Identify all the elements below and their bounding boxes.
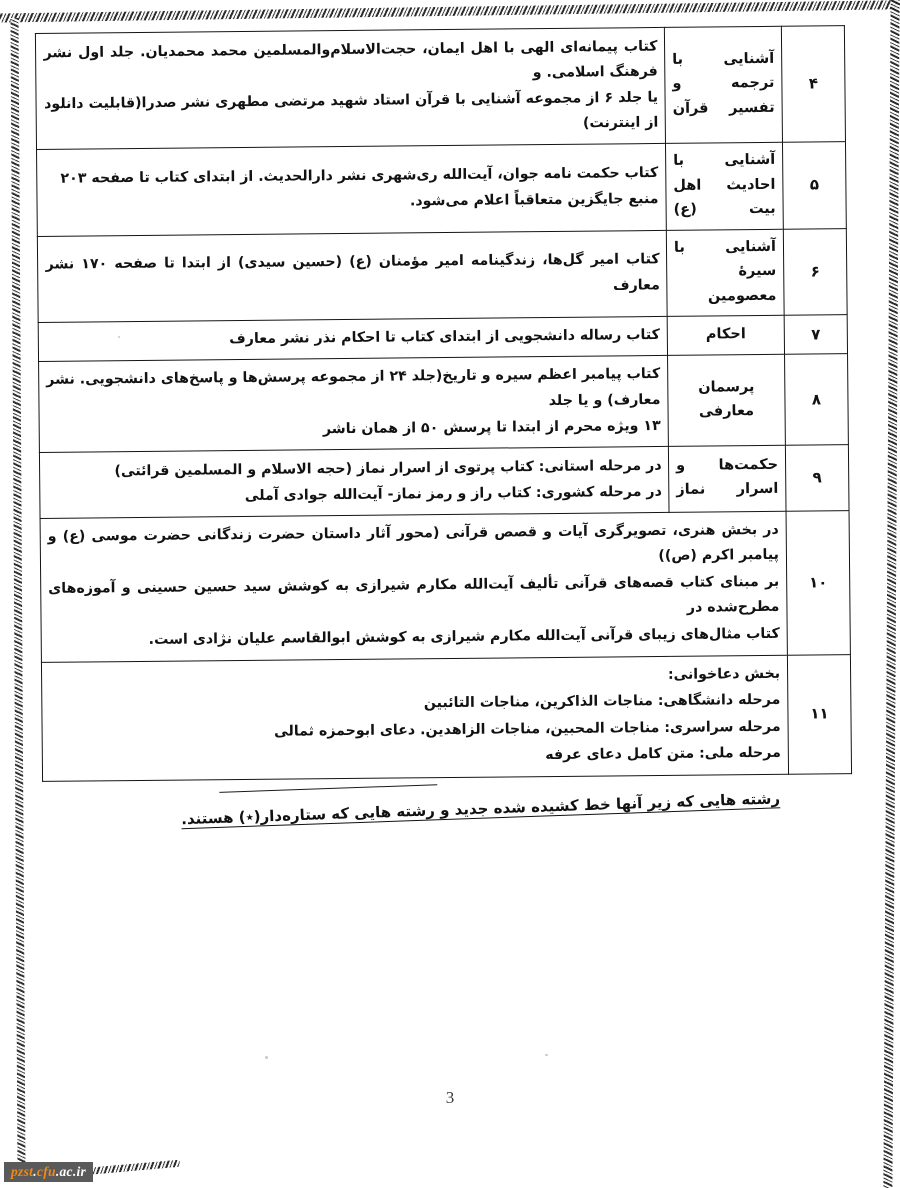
row-content-line: در مرحله استانی: کتاب پرتوی از اسرار نماز (حجه الاسلام و المسلمین قرائتی) [113, 456, 662, 479]
row-content-line: در بخش هنری، تصویرگری آیات و قصص قرآنی (محور آثار داستان حضرت زندگانی حضرت موسی (ع) و پیامبر اکرم (ص)) [47, 521, 780, 565]
row-number: ۷ [784, 315, 847, 355]
row-content-line: کتاب حکمت نامه جوان، آیت‌الله ری‌شهری نشر دارالحدیث. از ابتدای کتاب تا صفحه ۲۰۳ [60, 164, 659, 187]
row-title-line: حکمت‌ها و [676, 456, 779, 474]
table-row [37, 228, 847, 322]
footnote-text: رشته هایی که زیر آنها خط کشیده شده جدید و رشته هایی که ستاره‌دار(٭) هستند. [180, 789, 781, 829]
resources-table [35, 25, 852, 782]
row-title [665, 142, 783, 230]
row-title-line: آشنایی با [673, 151, 776, 169]
row-content [40, 511, 787, 662]
row-title-line: تفسیر قرآن [672, 99, 775, 117]
row-title-line: آشنایی با [672, 50, 775, 68]
row-title-line: بیت (ع) [673, 200, 776, 218]
watermark-part-tld: .ac.ir [55, 1163, 87, 1179]
row-content-line: در مرحله کشوری: کتاب راز و رمز نماز- آیت‌الله جوادی آملی [244, 483, 662, 504]
row-content [37, 230, 667, 322]
row-title-line: ترجمه و [672, 75, 775, 93]
row-number: ۸ [785, 354, 849, 445]
row-title-line: آشنایی با [673, 238, 777, 256]
table-row [37, 142, 847, 236]
row-title [664, 26, 782, 143]
row-content [39, 356, 669, 453]
row-number: ۵ [782, 142, 846, 229]
row-content [37, 144, 667, 236]
table-row [40, 510, 850, 662]
footnote-rule [219, 784, 437, 793]
row-title [667, 315, 784, 355]
table-row [39, 354, 849, 453]
row-number: ۴ [781, 26, 845, 143]
row-content [39, 446, 669, 518]
row-content-line: بخش دعاخوانی: [667, 665, 781, 683]
site-watermark [4, 1162, 93, 1183]
row-number: ۹ [785, 445, 849, 511]
row-content-line: منبع جایگزین متعاقباً اعلام می‌شود. [409, 190, 659, 210]
row-content-line: کتاب پیامبر اعظم سیره و تاریخ(جلد ۲۴ از مجموعه پرسش‌ها و پاسخ‌های دانشجویی. نشر معارف) و یا جلد [46, 366, 661, 409]
row-content-line: مرحله دانشگاهی: مناجات الذاکرین، مناجات التائبین [423, 691, 781, 712]
row-title-line: معصومین [707, 287, 777, 305]
row-number: ۱۰ [786, 510, 850, 654]
row-number: ۱۱ [787, 654, 851, 774]
row-content-line: کتاب مثال‌های زیبای قرآنی آیت‌الله مکارم شیرازی به کوشش ابوالقاسم علیان نژادی است. [148, 625, 780, 648]
row-content [41, 655, 788, 781]
table-row [41, 654, 851, 781]
row-content-line: کتاب پیمانه‌ای الهی با اهل ایمان، حجت‌الاسلام‌والمسلمین محمد محمدیان. جلد اول نشر فرهنگ اسلامی. و [42, 37, 658, 81]
row-title-line: اسرار نماز [676, 481, 779, 499]
row-content-line: کتاب رساله دانشجویی از ابتدای کتاب تا احکام نذر نشر معارف [229, 327, 660, 348]
row-number: ۶ [783, 228, 847, 315]
page-number: 3 [445, 1088, 455, 1107]
row-title-line: احکام [705, 326, 746, 343]
row-title-line: پرسمان [698, 378, 755, 396]
watermark-part-pzst: pzst [11, 1163, 34, 1179]
table-row [35, 26, 845, 150]
table-row [39, 445, 849, 518]
footnote [97, 772, 798, 838]
row-content-line: مرحله ملی: متن کامل دعای عرفه [545, 745, 781, 764]
row-title-line: احادیث اهل [673, 176, 776, 194]
row-title [666, 229, 784, 317]
row-title-line: معارفی [698, 403, 755, 420]
watermark-part-dot: . [33, 1163, 37, 1179]
row-content-line: کتاب امیر گل‌ها، زندگینامه امیر مؤمنان (ع) (حسین سیدی) از ابتدا تا صفحه ۱۷۰ نشر معارف [45, 251, 660, 294]
row-content-line: ۱۳ ویژه محرم از ابتدا تا پرسش ۵۰ از همان ناشر [322, 417, 661, 438]
row-title-line: سیرهٔ [738, 262, 777, 280]
watermark-part-cfu: cfu [36, 1163, 56, 1179]
row-content-line: مرحله سراسری: مناجات المحبین، مناجات الزاهدین. دعای ابوحمزه ثمالی [274, 718, 781, 740]
row-content [35, 27, 665, 150]
row-title [668, 445, 786, 512]
row-title [668, 355, 786, 447]
row-content [38, 316, 667, 361]
row-content-line: یا جلد ۶ از مجموعه آشنایی با قرآن استاد شهید مرتضی مطهری نشر صدرا(قابلیت دانلود از اینترنت) [43, 89, 658, 132]
row-content-line: بر مبنای کتاب قصه‌های قرآنی تألیف آیت‌الله مکارم شیرازی به کوشش سید حسین حسینی و آموزه‌های مطرح‌شده در [48, 573, 780, 617]
